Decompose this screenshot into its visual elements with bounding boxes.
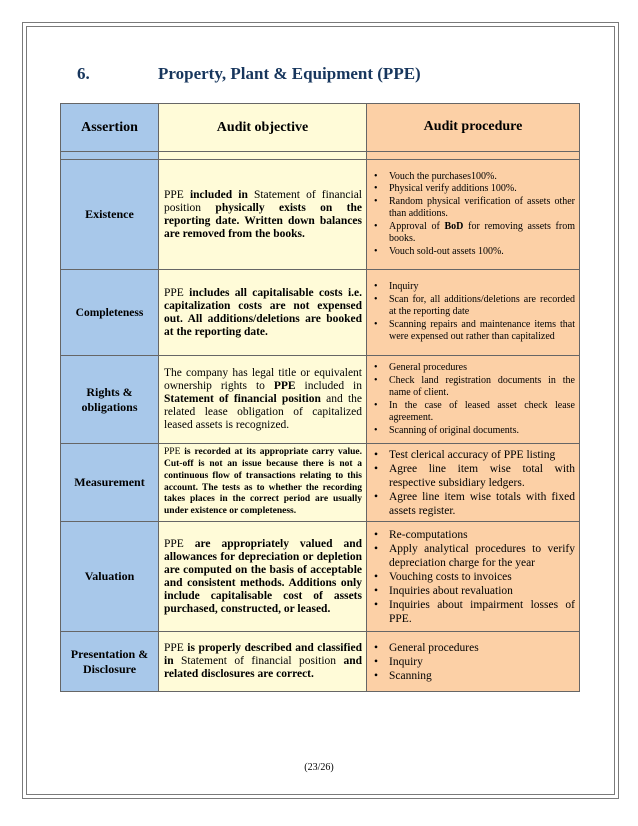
objective-cell: PPE includes all capitalisable costs i.e. capitalization costs are not expensed out. All additions/deletions are booked at the reporting date. [159,270,367,356]
objective-cell: PPE included in Statement of financial position physically exists on the reporting date. Written down balances are removed from the books. [159,160,367,270]
ppe-audit-table [60,103,580,692]
procedure-item: • Scanning repairs and maintenance items that were expensed out rather than capitalized [389,319,575,344]
page-number: (23/26) [304,762,334,773]
assertion-cell: Measurement [61,444,159,522]
procedure-item: • Agree line item wise totals with fixed assets register. [389,490,575,518]
objective-cell: PPE is recorded at its appropriate carry value. Cut-off is not an issue because there is not a continuous flow of transactions relating to this account. The tests as to whether the recording takes places in the correct period are usually under existence or completeness. [159,444,367,522]
procedure-item: • Apply analytical procedures to verify depreciation charge for the year [389,542,575,570]
objective-cell: PPE is properly described and classified in Statement of financial position and related disclosures are correct. [159,632,367,692]
header-audit-objective: Audit objective [159,104,367,152]
spacer-row [61,152,580,160]
procedure-item: • Agree line item wise total with respective subsidiary ledgers. [389,462,575,490]
procedure-item: • Test clerical accuracy of PPE listing [389,448,575,462]
procedure-item: • In the case of leased asset check lease agreement. [389,400,575,425]
header-audit-procedure: Audit procedure [367,104,580,152]
objective-cell: The company has legal title or equivalent ownership rights to PPE included in Statement of financial position and the related lease obligation of capitalized leased assets is recognized. [159,356,367,444]
procedure-cell [367,444,580,522]
assertion-cell: Existence [61,160,159,270]
table-header-row [61,104,580,152]
assertion-cell: Completeness [61,270,159,356]
procedure-item: • General procedures [389,362,575,375]
procedure-item: • Vouch the purchases100%. [389,171,575,184]
assertion-cell: Rights & obligations [61,356,159,444]
procedure-item: • Vouch sold-out assets 100%. [389,246,575,259]
procedure-item: • Vouching costs to invoices [389,570,575,584]
procedure-item: • Scanning of original documents. [389,425,575,438]
procedure-cell [367,270,580,356]
table-row [61,356,580,444]
procedure-cell [367,160,580,270]
table-row [61,160,580,270]
procedure-item: • Inquiries about impairment losses of PPE. [389,598,575,626]
table-row [61,270,580,356]
section-title: Property, Plant & Equipment (PPE) [158,64,421,83]
procedure-item: • Random physical verification of assets other than additions. [389,196,575,221]
table-row [61,522,580,632]
header-assertion: Assertion [61,104,159,152]
table-row [61,632,580,692]
procedure-item: • Inquiries about revaluation [389,584,575,598]
procedure-item: • Re-computations [389,528,575,542]
procedure-item: • Inquiry [389,281,575,294]
procedure-item: • General procedures [389,641,575,655]
procedure-cell [367,632,580,692]
section-heading [77,64,421,84]
procedure-item: • Check land registration documents in the name of client. [389,375,575,400]
table-row [61,444,580,522]
procedure-item: • Inquiry [389,655,575,669]
objective-cell: PPE are appropriately valued and allowances for depreciation or depletion are computed on the basis of acceptable and consistent methods. Additions only include capitalisable cost of assets purchased, constructed, or leased. [159,522,367,632]
procedure-cell [367,522,580,632]
assertion-cell: Valuation [61,522,159,632]
procedure-item: • Approval of BoD for removing assets from books. [389,221,575,246]
section-number: 6. [77,64,90,83]
procedure-item: • Scan for, all additions/deletions are recorded at the reporting date [389,294,575,319]
assertion-cell: Presentation & Disclosure [61,632,159,692]
procedure-item: • Physical verify additions 100%. [389,183,575,196]
procedure-item: • Scanning [389,669,575,683]
procedure-cell [367,356,580,444]
